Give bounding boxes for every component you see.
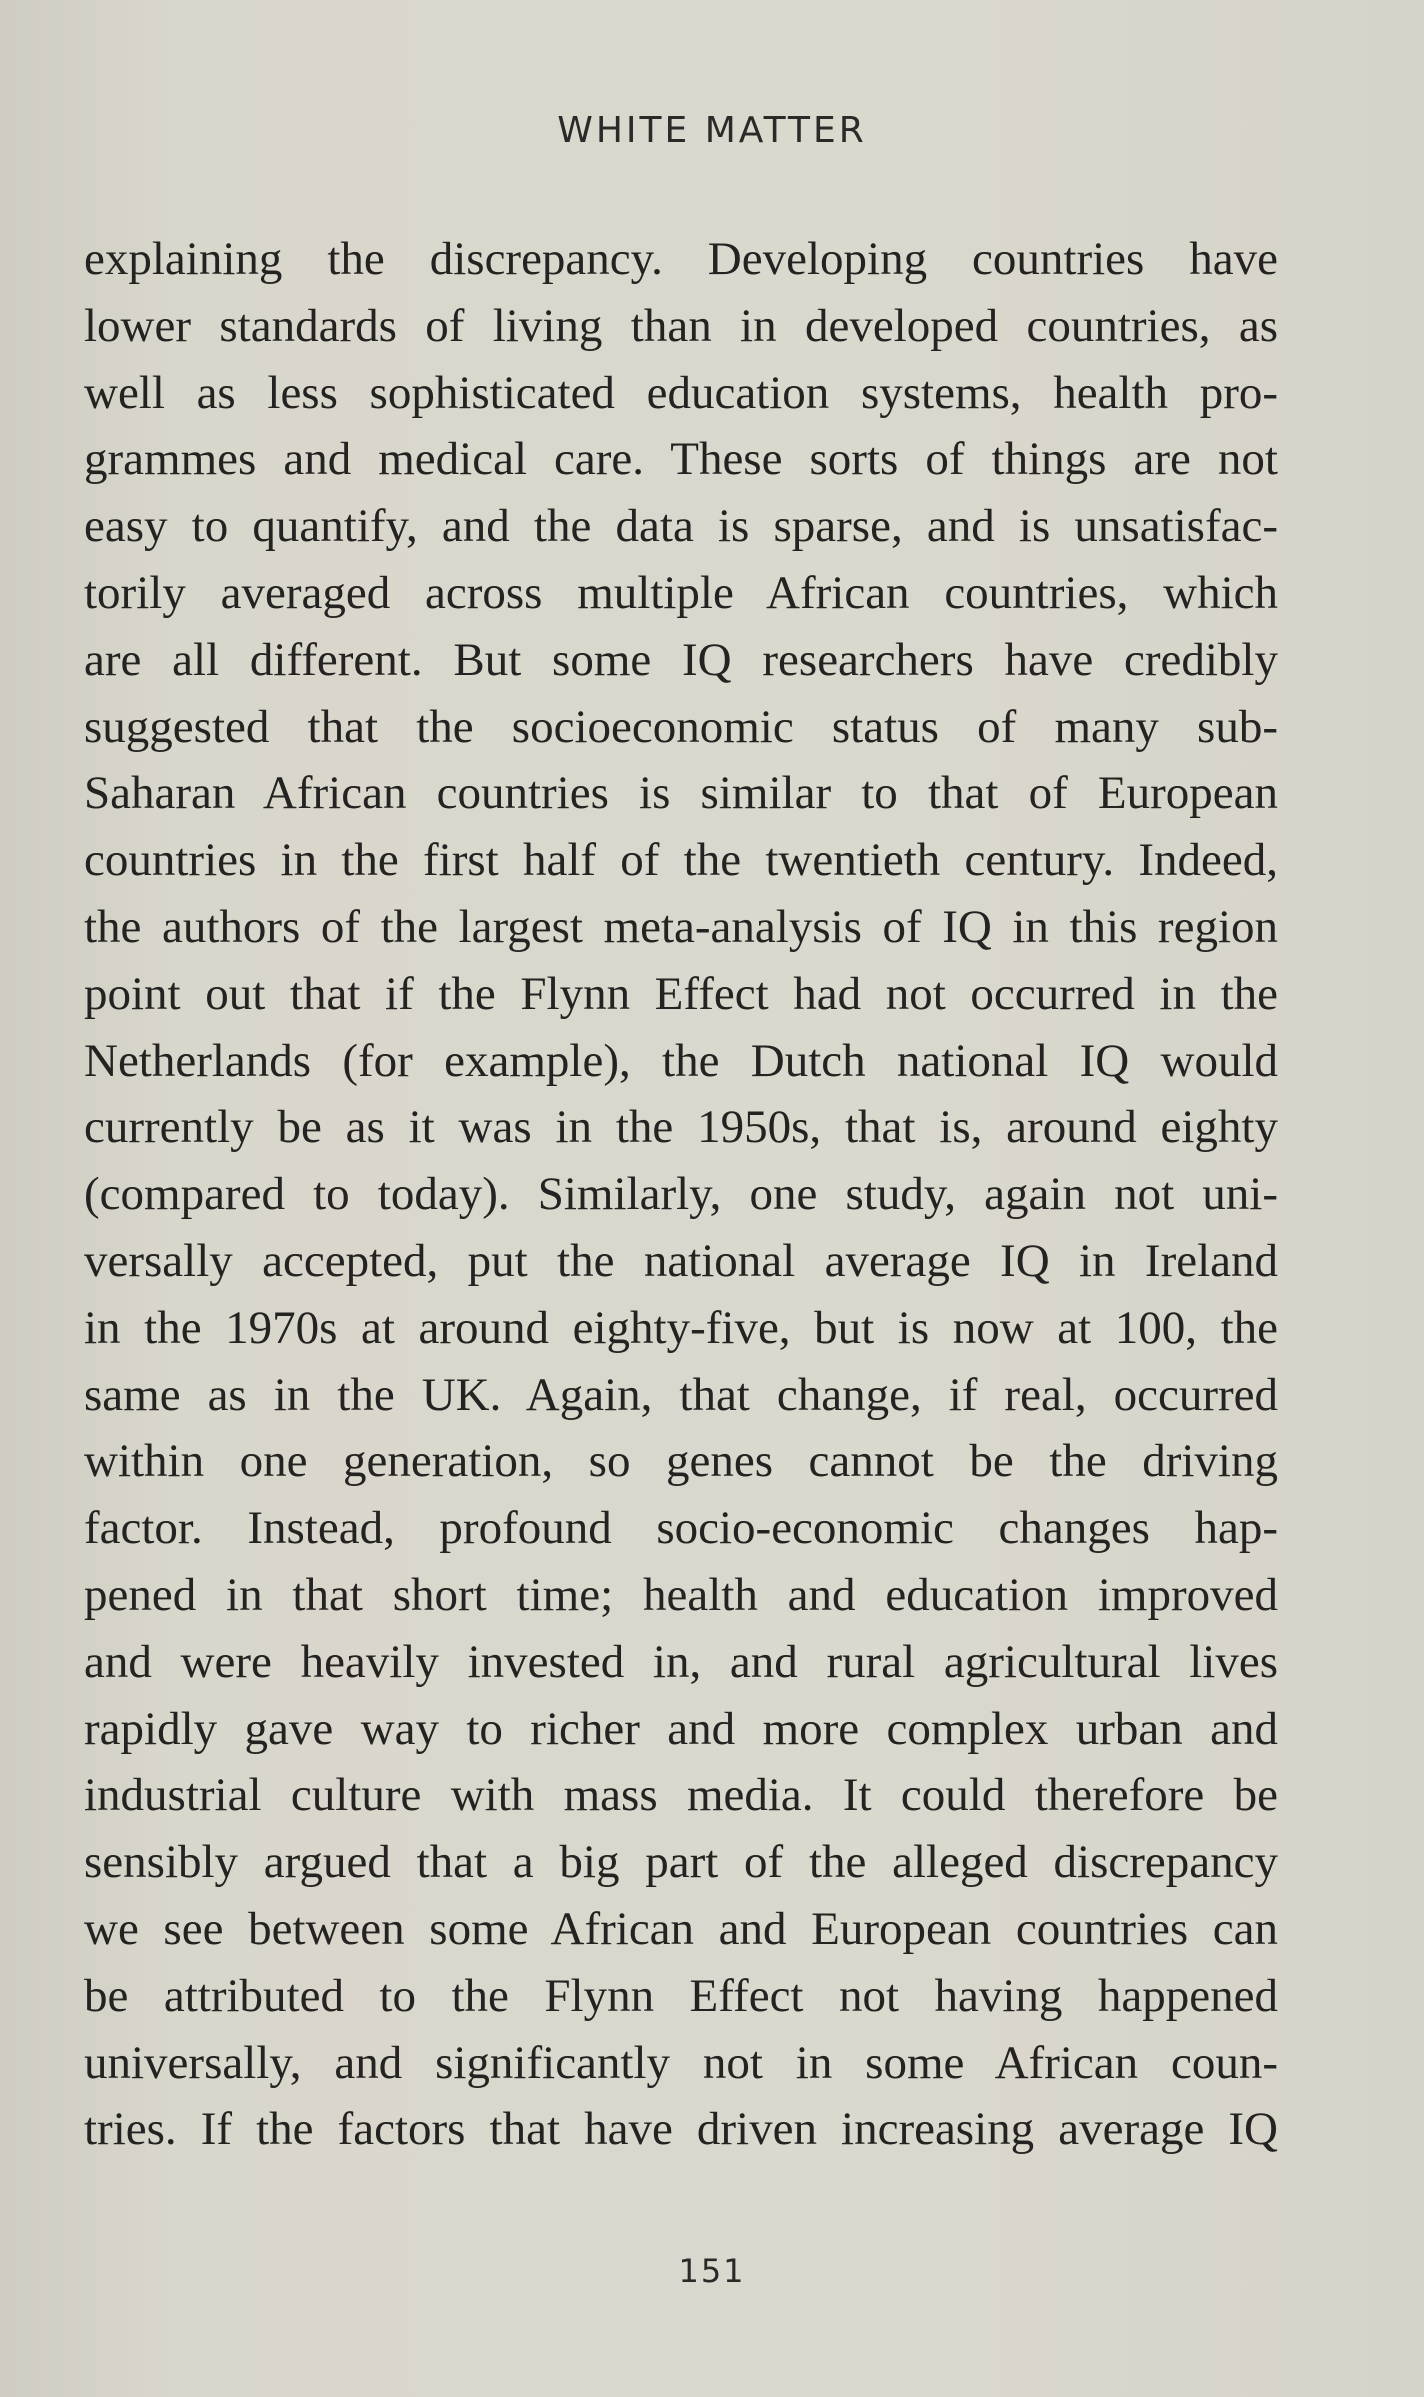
text-line: grammes and medical care. These sorts of things are not [84, 433, 1278, 486]
text-line: the authors of the largest meta-analysis of IQ in this region [84, 900, 1278, 953]
text-line: (compared to today). Similarly, one study, again not uni- [84, 1168, 1278, 1221]
text-line: currently be as it was in the 1950s, that is, around eighty [84, 1101, 1278, 1154]
text-line: rapidly gave way to richer and more complex urban and [84, 1702, 1278, 1755]
body-paragraph [84, 226, 1278, 2163]
text-line: Netherlands (for example), the Dutch national IQ would [84, 1034, 1278, 1087]
text-line: well as less sophisticated education systems, health pro- [84, 366, 1278, 419]
text-line: are all different. But some IQ researchers have credibly [84, 633, 1278, 686]
page-number: 151 [678, 2252, 746, 2290]
text-line: lower standards of living than in developed countries, as [84, 299, 1278, 352]
text-line: Saharan African countries is similar to that of European [84, 767, 1278, 820]
text-line: point out that if the Flynn Effect had not occurred in the [84, 967, 1278, 1020]
text-line: sensibly argued that a big part of the alleged discrepancy [84, 1836, 1278, 1889]
text-line: same as in the UK. Again, that change, if real, occurred [84, 1368, 1278, 1421]
text-line: torily averaged across multiple African countries, which [84, 566, 1278, 619]
text-line: easy to quantify, and the data is sparse, and is unsatisfac- [84, 500, 1278, 553]
running-head: WHITE MATTER [557, 110, 867, 151]
text-line: universally, and significantly not in some African coun- [84, 2036, 1278, 2089]
text-line: versally accepted, put the national average IQ in Ireland [84, 1234, 1278, 1287]
text-line: explaining the discrepancy. Developing countries have [84, 233, 1278, 285]
text-line: countries in the first half of the twentieth century. Indeed, [84, 834, 1278, 887]
text-line: suggested that the socioeconomic status of many sub- [84, 700, 1278, 753]
text-line: tries. If the factors that have driven increasing average IQ [84, 2103, 1278, 2156]
text-line: industrial culture with mass media. It could therefore be [84, 1769, 1278, 1822]
text-line: within one generation, so genes cannot be the driving [84, 1435, 1278, 1488]
text-line: be attributed to the Flynn Effect not having happened [84, 1969, 1278, 2022]
text-line: we see between some African and European countries can [84, 1902, 1278, 1955]
text-line: factor. Instead, profound socio-economic changes hap- [84, 1502, 1278, 1555]
text-line: in the 1970s at around eighty-five, but is now at 100, the [84, 1301, 1278, 1354]
text-line: and were heavily invested in, and rural agricultural lives [84, 1635, 1278, 1688]
text-line: pened in that short time; health and education improved [84, 1568, 1278, 1621]
